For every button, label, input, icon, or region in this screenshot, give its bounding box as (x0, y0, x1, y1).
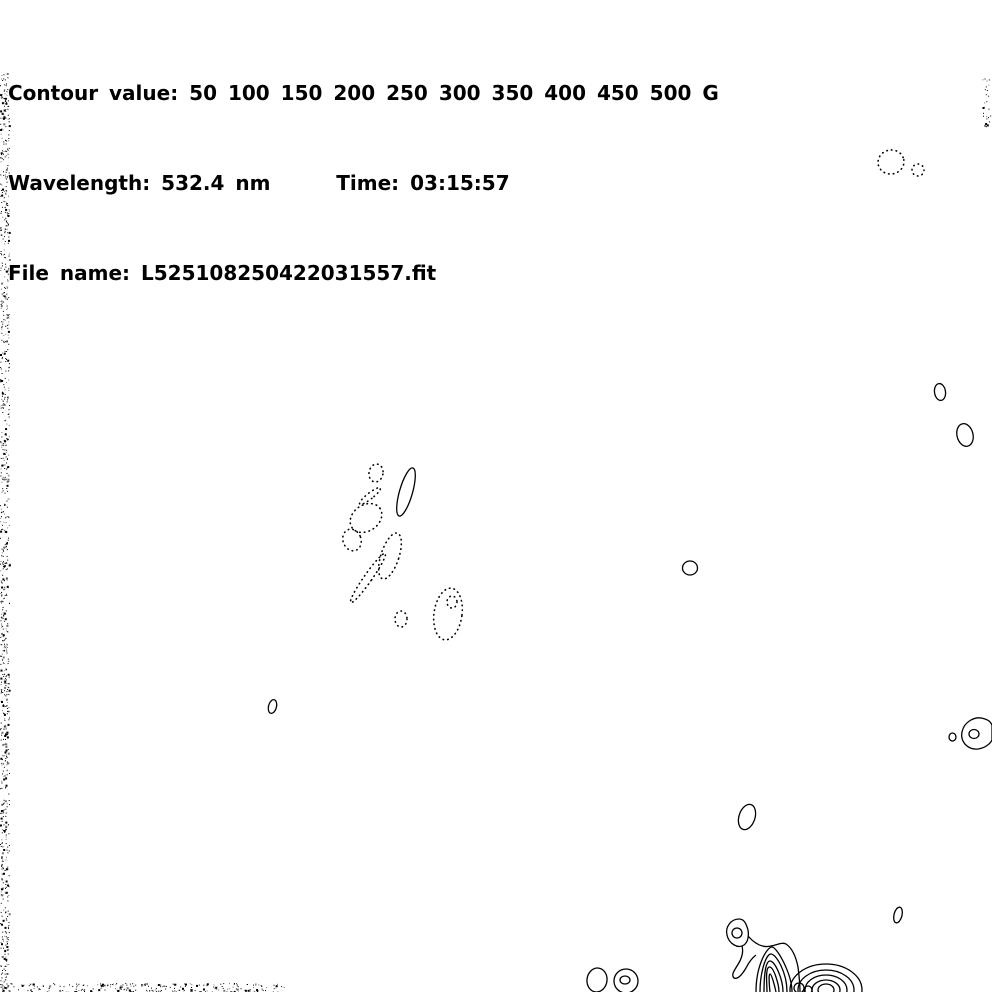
bottom-mid-ring-inner (620, 976, 630, 984)
cluster-head-outer (727, 919, 749, 946)
cluster-peak2-ring-4 (812, 980, 840, 992)
dotted-ring-center-lower-small (395, 611, 407, 627)
solid-dot-right (949, 733, 956, 741)
cluster-peak1-finger-5 (769, 974, 776, 992)
solid-tiny-lower-right (892, 906, 904, 923)
dotted-ring-center-lower-inner (447, 596, 457, 608)
solid-ellipse-lower-mid (735, 802, 758, 832)
cluster-head-tail (733, 946, 756, 978)
cluster-head-hole (732, 928, 742, 938)
bottom-mid-oval (585, 967, 608, 992)
dotted-ring-top-right-large (876, 148, 906, 176)
solid-ellipse-right-upper (933, 383, 946, 401)
file-name-line: File name: L525108250422031557.fit (8, 261, 437, 285)
right-edge-partial-contour-dots (982, 79, 991, 128)
contour-values-line: Contour value: 50 100 150 200 250 300 350 400 450 500 G (8, 81, 719, 105)
solid-ellipse-right-mid (954, 422, 975, 448)
solid-tiny-left (267, 699, 278, 715)
bottom-edge-noise (2, 983, 284, 992)
dotted-loop-center (374, 530, 406, 581)
cluster-peak2-ring-2 (798, 970, 854, 992)
cluster-peak2-ring-5 (818, 984, 834, 992)
dotted-ring-top-right-small (912, 164, 924, 176)
wavelength-time-line: Wavelength: 532.4 nm Time: 03:15:57 (8, 171, 510, 195)
cluster-peak2-ring-1 (790, 964, 862, 992)
solid-oval-middle (683, 561, 698, 575)
solid-blob-right-inner (969, 730, 979, 739)
image-header (8, 18, 719, 348)
bottom-mid-ring-outer (614, 969, 638, 992)
solid-ellipse-center (393, 466, 419, 518)
dotted-streak-center-a (358, 486, 382, 507)
dotted-ring-center-lower-large (431, 586, 466, 641)
dotted-blob-center-left (345, 498, 388, 539)
solid-blob-right-outer (962, 718, 992, 749)
dotted-blob-center-left-lower (340, 527, 364, 554)
dotted-ring-center-upper (368, 463, 385, 483)
